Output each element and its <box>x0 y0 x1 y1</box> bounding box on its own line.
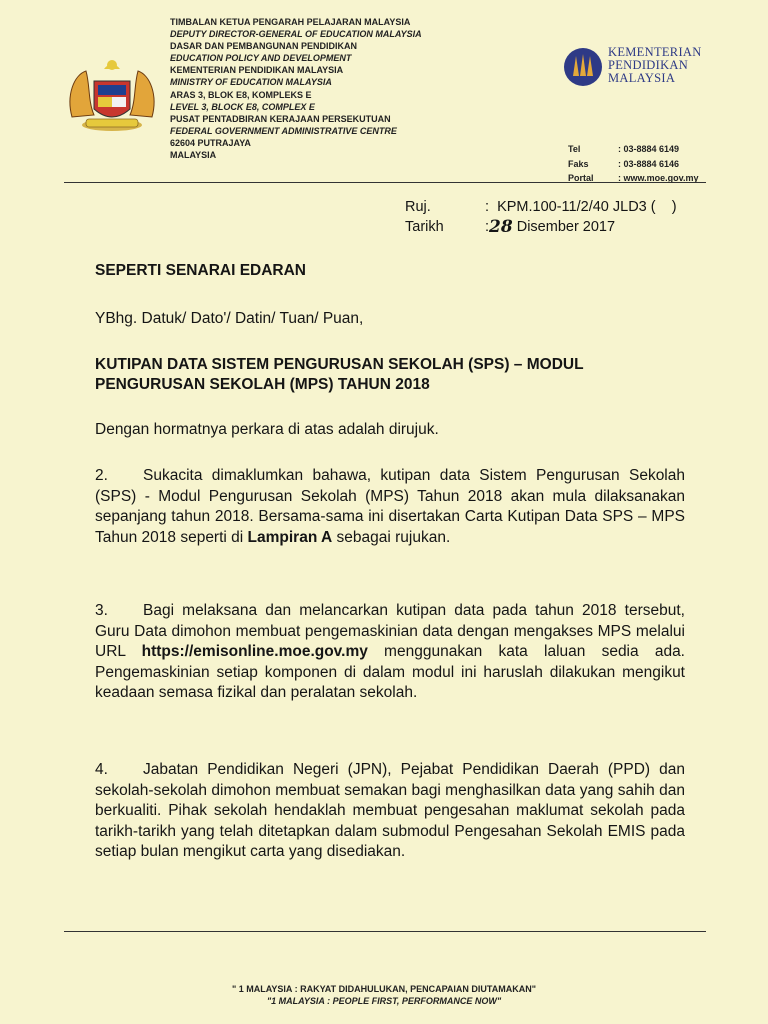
logo-line: KEMENTERIAN <box>608 45 702 59</box>
paragraph-number: 3. <box>95 602 108 619</box>
footer-divider <box>64 931 706 932</box>
recipient-heading: SEPERTI SENARAI EDARAN <box>95 262 306 279</box>
logo-line: PENDIDIKAN <box>608 58 689 72</box>
letterhead-line: DASAR DAN PEMBANGUNAN PENDIDIKAN <box>170 41 358 52</box>
ministry-logo-icon <box>562 46 604 88</box>
paragraph-number: 4. <box>95 761 108 778</box>
contact-label: Portal <box>568 173 594 183</box>
paragraph-1: Dengan hormatnya perkara di atas adalah dirujuk. <box>95 421 439 438</box>
logo-line: MALAYSIA <box>608 71 676 85</box>
salutation: YBhg. Datuk/ Dato'/ Datin/ Tuan/ Puan, <box>95 310 364 327</box>
contact-fax <box>568 157 699 172</box>
contact-details <box>568 142 699 186</box>
contact-tel <box>568 142 699 157</box>
paragraph-text: sebagai rujukan. <box>332 528 451 546</box>
paragraph-text: Sukacita dimaklumkan bahawa, kutipan data Sistem Pengurusan Sekolah (SPS) - Modul Pengurusan Sekolah (MPS) Tahun 2018 akan mula dilaksanakan sepanjang tahun 2018. Bersama-sama ini disertakan Carta Kutipan Data SPS – MPS Tahun 2018 seperti di <box>95 467 685 546</box>
paragraph-3 <box>95 601 685 704</box>
contact-label: Faks <box>568 158 589 169</box>
paragraph-text: Jabatan Pendidikan Negeri (JPN), Pejabat Pendidikan Daerah (PPD) dan sekolah-sekolah dimohon membuat semakan bagi menghasilkan data yang sahih dan berkualiti. Pihak sekolah hendaklah membuat pengesahan maklumat sekolah pada tarikh-tarikh yang telah ditetapkan dalam submodul Pengesahan Sekolah EMIS pada setiap bulan mengikut carta yang disediakan. <box>95 761 685 860</box>
reference-number: : KPM.100-11/2/40 JLD3 ( ) <box>485 199 677 215</box>
footer-slogan-malay: " 1 MALAYSIA : RAKYAT DIDAHULUKAN, PENCAPAIAN DIUTAMAKAN" <box>231 984 537 994</box>
letterhead-line: TIMBALAN KETUA PENGARAH PELAJARAN MALAYSIA <box>170 17 411 27</box>
ministry-logo <box>562 44 722 94</box>
reference-label: Ruj. <box>405 199 431 215</box>
paragraph-text: menggunakan kata laluan sedia ada. Pengemaskinian setiap komponen di dalam modul ini haruslah dilakukan mengikut keadaan semasa fizikal dan peralatan sekolah. <box>95 643 685 701</box>
reference-number-row <box>405 197 677 217</box>
header-divider <box>64 182 706 183</box>
contact-value: : 03-8884 6149 <box>618 144 680 154</box>
letterhead-line: ARAS 3, BLOK E8, KOMPLEKS E <box>170 89 312 100</box>
date-colon: : <box>485 219 490 235</box>
paragraph-number: 2. <box>95 467 108 484</box>
letterhead-line: 62604 PUTRAJAYA <box>170 137 251 148</box>
attachment-reference: Lampiran A <box>247 528 333 546</box>
letterhead-line: LEVEL 3, BLOCK E8, COMPLEX E <box>170 101 315 112</box>
reference-date-row <box>405 217 677 237</box>
date-label: Tarikh <box>405 219 444 235</box>
url-link[interactable]: https://emisonline.moe.gov.my <box>141 643 368 660</box>
letterhead-line: FEDERAL GOVERNMENT ADMINISTRATIVE CENTRE <box>170 125 397 136</box>
contact-portal <box>568 171 699 186</box>
letterhead-line: MALAYSIA <box>170 150 217 161</box>
contact-value: : www.moe.gov.my <box>618 173 699 183</box>
letterhead-line: PUSAT PENTADBIRAN KERAJAAN PERSEKUTUAN <box>170 113 391 124</box>
paragraph-2 <box>95 466 685 548</box>
contact-label: Tel <box>568 144 581 154</box>
footer-slogan-english: "1 MALAYSIA : PEOPLE FIRST, PERFORMANCE NOW" <box>266 996 502 1006</box>
letterhead-line: DEPUTY DIRECTOR-GENERAL OF EDUCATION MALAYSIA <box>170 29 422 40</box>
contact-value: : 03-8884 6146 <box>618 158 680 169</box>
date-month-year: Disember 2017 <box>512 219 616 235</box>
paragraph-4 <box>95 760 685 863</box>
letterhead-line: EDUCATION POLICY AND DEVELOPMENT <box>170 53 352 64</box>
handwritten-day: 28 <box>489 217 513 237</box>
letterhead-address <box>170 16 422 161</box>
paragraph-text: Bagi melaksana dan melancarkan kutipan data pada tahun 2018 tersebut, Guru Data dimohon membuat pengemaskinian data dengan mengakses MPS melalui URL <box>95 602 685 660</box>
ministry-logo-text <box>608 46 702 85</box>
reference-block <box>405 197 677 237</box>
malaysia-coat-of-arms-icon <box>64 55 160 141</box>
letterhead-line: KEMENTERIAN PENDIDIKAN MALAYSIA <box>170 65 344 76</box>
letter-subject: KUTIPAN DATA SISTEM PENGURUSAN SEKOLAH (SPS) – MODUL PENGURUSAN SEKOLAH (MPS) TAHUN 2018 <box>95 356 584 393</box>
letterhead-line: MINISTRY OF EDUCATION MALAYSIA <box>170 77 332 88</box>
